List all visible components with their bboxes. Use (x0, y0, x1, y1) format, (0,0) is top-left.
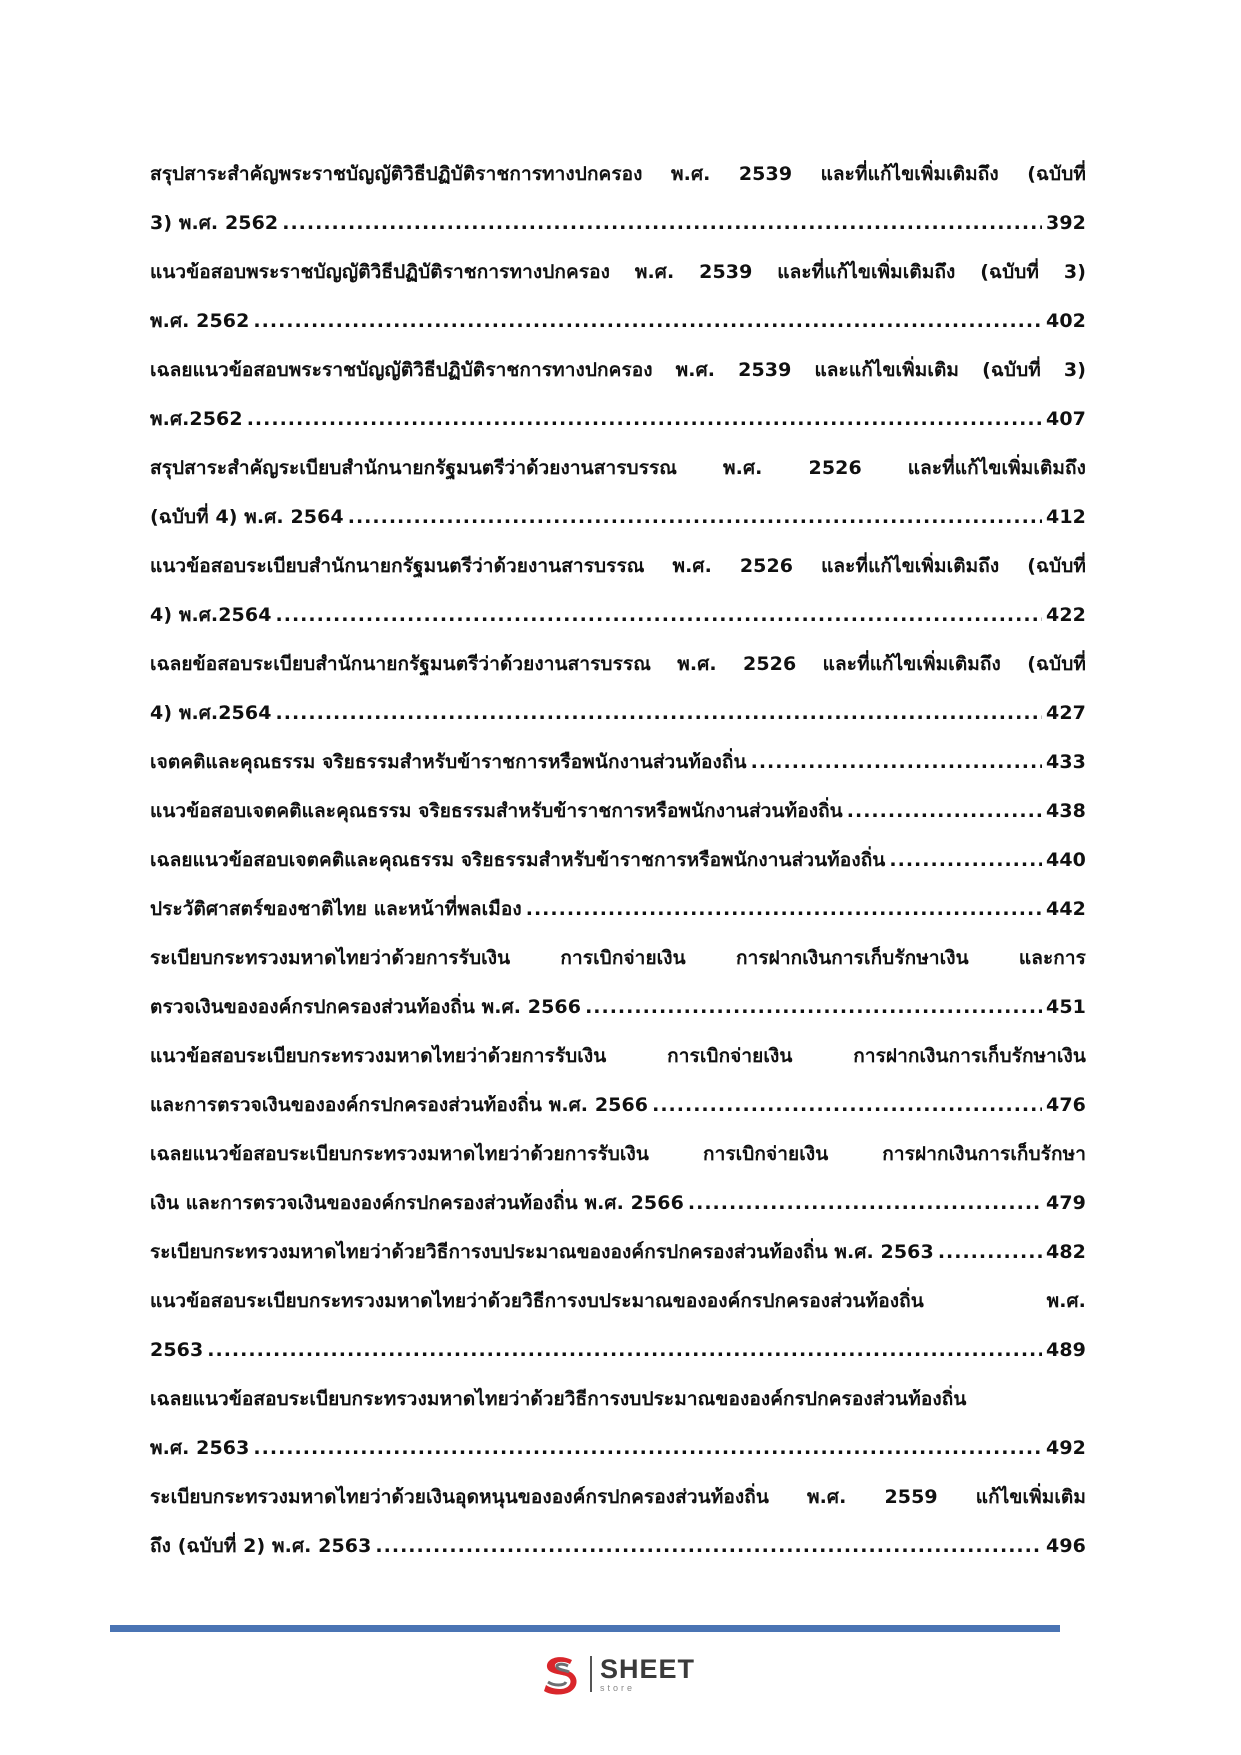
dot-leader (282, 199, 1042, 248)
toc-title-line2: 4) พ.ศ.2564 (150, 702, 272, 724)
toc-title-line1: แนวข้อสอบระเบียบสำนักนายกรัฐมนตรีว่าด้วยงานสารบรรณ พ.ศ. 2526 และที่แก้ไขเพิ่มเติมถึง (ฉบับที่ (150, 555, 1086, 577)
toc-page-number: 440 (1046, 849, 1086, 871)
toc-entry[interactable] (150, 444, 1086, 542)
toc-title-line1: สรุปสาระสำคัญพระราชบัญญัติวิธีปฏิบัติราชการทางปกครอง พ.ศ. 2539 และที่แก้ไขเพิ่มเติมถึง (ฉบับที่ (150, 163, 1086, 185)
toc-page-number: 442 (1046, 898, 1086, 920)
toc-entry[interactable] (150, 640, 1086, 738)
toc-entry[interactable] (150, 1473, 1086, 1571)
toc-title-line2: ถึง (ฉบับที่ 2) พ.ศ. 2563 (150, 1535, 372, 1557)
toc-title-line1: สรุปสาระสำคัญระเบียบสำนักนายกรัฐมนตรีว่าด้วยงานสารบรรณ พ.ศ. 2526 และที่แก้ไขเพิ่มเติมถึง (150, 457, 1086, 479)
dot-leader (847, 787, 1042, 836)
toc-title-line1: เฉลยข้อสอบระเบียบสำนักนายกรัฐมนตรีว่าด้วยงานสารบรรณ พ.ศ. 2526 และที่แก้ไขเพิ่มเติมถึง (ฉบับที่ (150, 653, 1086, 675)
toc-page-number: 479 (1046, 1192, 1086, 1214)
toc-entry[interactable] (150, 346, 1086, 444)
toc-entry[interactable] (150, 1228, 1086, 1277)
dot-leader (938, 1228, 1042, 1277)
toc-entry[interactable] (150, 1032, 1086, 1130)
toc-title-line2: (ฉบับที่ 4) พ.ศ. 2564 (150, 506, 344, 528)
logo-word: SHEET (600, 1653, 696, 1684)
toc-entry[interactable] (150, 787, 1086, 836)
toc-entry[interactable] (150, 1130, 1086, 1228)
footer-rule (110, 1625, 1060, 1632)
toc-title-line1: ระเบียบกระทรวงมหาดไทยว่าด้วยเงินอุดหนุนขององค์กรปกครองส่วนท้องถิ่น พ.ศ. 2559 แก้ไขเพิ่มเติม (150, 1486, 1086, 1508)
dot-leader (375, 1522, 1042, 1571)
toc-title-line1: ระเบียบกระทรวงมหาดไทยว่าด้วยการรับเงิน การเบิกจ่ายเงิน การฝากเงินการเก็บรักษาเงิน และการ (150, 947, 1086, 969)
toc-entry[interactable] (150, 542, 1086, 640)
logo-divider (590, 1656, 592, 1692)
toc-title-line1: เฉลยแนวข้อสอบพระราชบัญญัติวิธีปฏิบัติราชการทางปกครอง พ.ศ. 2539 และแก้ไขเพิ่มเติม (ฉบับที่ 3) (150, 359, 1086, 381)
dot-leader (253, 297, 1042, 346)
toc-entry[interactable] (150, 150, 1086, 248)
toc-title-line1: แนวข้อสอบระเบียบกระทรวงมหาดไทยว่าด้วยวิธีการงบประมาณขององค์กรปกครองส่วนท้องถิ่น พ.ศ. (150, 1290, 1086, 1312)
table-of-contents (150, 150, 1086, 1571)
toc-title-line2: พ.ศ.2562 (150, 408, 243, 430)
toc-entry[interactable] (150, 1277, 1086, 1375)
dot-leader (348, 493, 1042, 542)
logo-wordmark (600, 1653, 696, 1693)
dot-leader (253, 1424, 1042, 1473)
toc-title-line2: พ.ศ. 2563 (150, 1437, 250, 1459)
dot-leader (276, 689, 1043, 738)
dot-leader (207, 1326, 1042, 1375)
toc-page-number: 392 (1046, 212, 1086, 234)
dot-leader (889, 836, 1042, 885)
sheet-store-s-logo-icon (538, 1652, 582, 1696)
dot-leader (247, 395, 1042, 444)
toc-title-line1: เฉลยแนวข้อสอบระเบียบกระทรวงมหาดไทยว่าด้วยการรับเงิน การเบิกจ่ายเงิน การฝากเงินการเก็บรักษา (150, 1143, 1086, 1165)
toc-page-number: 412 (1046, 506, 1086, 528)
logo-subword: store (600, 1682, 636, 1693)
toc-title-line2: และการตรวจเงินขององค์กรปกครองส่วนท้องถิ่น พ.ศ. 2566 (150, 1094, 649, 1116)
toc-page-number: 427 (1046, 702, 1086, 724)
toc-entry[interactable] (150, 738, 1086, 787)
toc-entry[interactable] (150, 836, 1086, 885)
toc-page-number: 496 (1046, 1535, 1086, 1557)
toc-title-line2: เงิน และการตรวจเงินขององค์กรปกครองส่วนท้องถิ่น พ.ศ. 2566 (150, 1192, 684, 1214)
toc-page-number: 438 (1046, 800, 1086, 822)
toc-title-line2: 4) พ.ศ.2564 (150, 604, 272, 626)
dot-leader (751, 738, 1042, 787)
toc-title-line2: ตรวจเงินขององค์กรปกครองส่วนท้องถิ่น พ.ศ. 2566 (150, 996, 582, 1018)
toc-page-number: 433 (1046, 751, 1086, 773)
toc-title: ระเบียบกระทรวงมหาดไทยว่าด้วยวิธีการงบประมาณขององค์กรปกครองส่วนท้องถิ่น พ.ศ. 2563 (150, 1241, 934, 1263)
toc-page-number: 407 (1046, 408, 1086, 430)
toc-page-number: 492 (1046, 1437, 1086, 1459)
toc-entry[interactable] (150, 1375, 1086, 1473)
toc-title: ประวัติศาสตร์ของชาติไทย และหน้าที่พลเมือง (150, 898, 522, 920)
toc-title: เจตคติและคุณธรรม จริยธรรมสำหรับข้าราชการหรือพนักงานส่วนท้องถิ่น (150, 751, 747, 773)
dot-leader (585, 983, 1042, 1032)
toc-title-line1: แนวข้อสอบระเบียบกระทรวงมหาดไทยว่าด้วยการรับเงิน การเบิกจ่ายเงิน การฝากเงินการเก็บรักษาเงิน (150, 1045, 1086, 1067)
dot-leader (688, 1179, 1042, 1228)
toc-title-line2: 3) พ.ศ. 2562 (150, 212, 279, 234)
toc-entry[interactable] (150, 248, 1086, 346)
toc-title-line1: เฉลยแนวข้อสอบระเบียบกระทรวงมหาดไทยว่าด้วยวิธีการงบประมาณขององค์กรปกครองส่วนท้องถิ่น (150, 1388, 967, 1410)
toc-title-line2: พ.ศ. 2562 (150, 310, 250, 332)
dot-leader (276, 591, 1043, 640)
sheet-store-logo (538, 1652, 695, 1696)
dot-leader (526, 885, 1042, 934)
toc-page-number: 402 (1046, 310, 1086, 332)
toc-page-number: 451 (1046, 996, 1086, 1018)
dot-leader (652, 1081, 1042, 1130)
toc-title: แนวข้อสอบเจตคติและคุณธรรม จริยธรรมสำหรับข้าราชการหรือพนักงานส่วนท้องถิ่น (150, 800, 843, 822)
toc-page-number: 476 (1046, 1094, 1086, 1116)
toc-page-number: 482 (1046, 1241, 1086, 1263)
toc-title-line1: แนวข้อสอบพระราชบัญญัติวิธีปฏิบัติราชการทางปกครอง พ.ศ. 2539 และที่แก้ไขเพิ่มเติมถึง (ฉบับที่ 3) (150, 261, 1086, 283)
toc-page-number: 489 (1046, 1339, 1086, 1361)
toc-entry[interactable] (150, 885, 1086, 934)
toc-page-number: 422 (1046, 604, 1086, 626)
toc-entry[interactable] (150, 934, 1086, 1032)
toc-title: เฉลยแนวข้อสอบเจตคติและคุณธรรม จริยธรรมสำหรับข้าราชการหรือพนักงานส่วนท้องถิ่น (150, 849, 886, 871)
toc-title-line2: 2563 (150, 1339, 204, 1361)
